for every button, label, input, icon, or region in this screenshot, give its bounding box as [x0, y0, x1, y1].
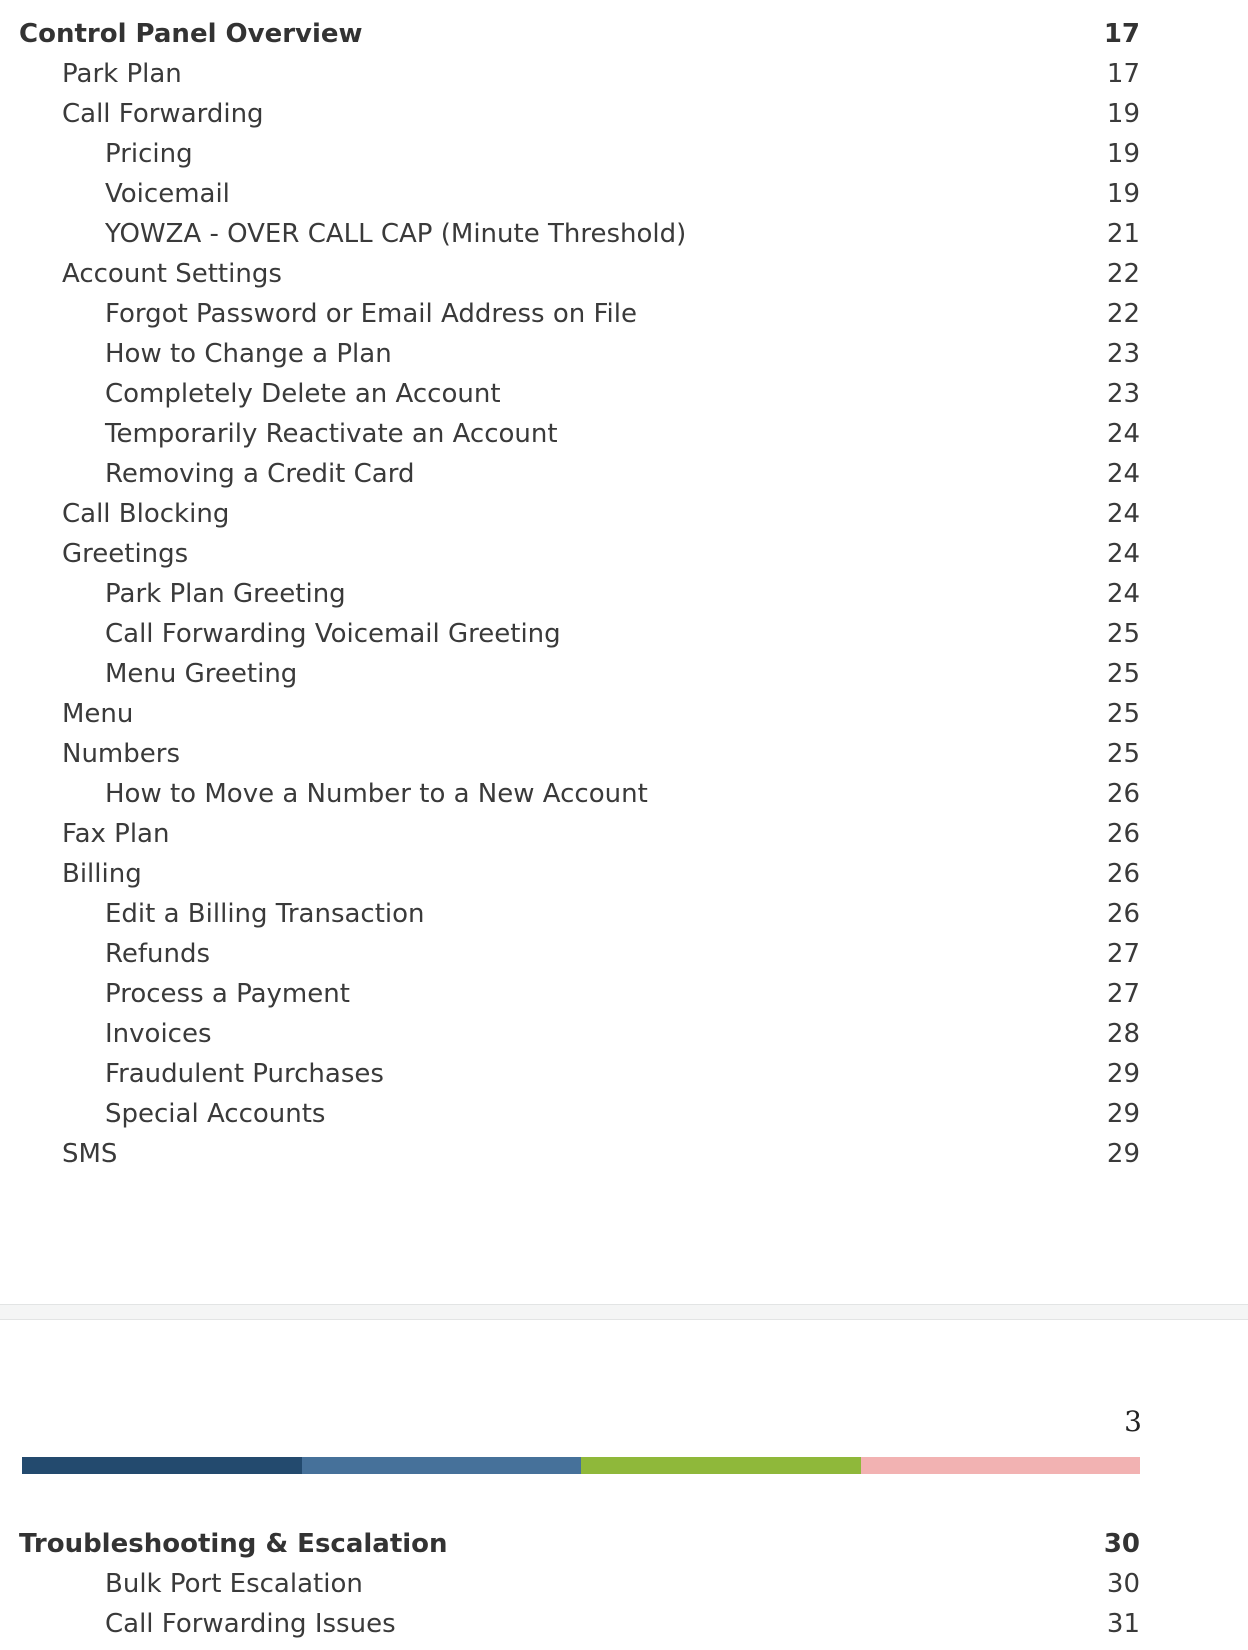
toc-entry[interactable] — [0, 1094, 1160, 1134]
toc-entry[interactable] — [0, 1054, 1160, 1094]
toc-entry-title[interactable]: Call Forwarding Issues — [105, 1609, 396, 1639]
toc-entry-title[interactable]: Menu — [62, 699, 134, 729]
toc-entry-page-number[interactable]: 25 — [1106, 699, 1140, 729]
toc-entry-page-number[interactable]: 25 — [1106, 659, 1140, 689]
toc-entry-page-number[interactable]: 26 — [1106, 899, 1140, 929]
toc-entry[interactable] — [0, 694, 1160, 734]
toc-entry-page-number[interactable]: 23 — [1106, 339, 1140, 369]
toc-entry[interactable] — [0, 814, 1160, 854]
toc-entry[interactable] — [0, 854, 1160, 894]
color-bar-segment — [22, 1457, 302, 1474]
toc-entry-title[interactable]: Temporarily Reactivate an Account — [105, 419, 558, 449]
toc-entry-title[interactable]: Control Panel Overview — [19, 19, 363, 49]
toc-entry-page-number[interactable]: 22 — [1106, 259, 1140, 289]
toc-entry-title[interactable]: SMS — [62, 1139, 118, 1169]
toc-entry-title[interactable]: Park Plan — [62, 59, 182, 89]
toc-entry-page-number[interactable]: 24 — [1106, 419, 1140, 449]
toc-entry-title[interactable]: Voicemail — [105, 179, 230, 209]
toc-entry-title[interactable]: Special Accounts — [105, 1099, 326, 1129]
toc-entry-page-number[interactable]: 30 — [1103, 1529, 1140, 1559]
toc-entry-page-number[interactable]: 27 — [1106, 979, 1140, 1009]
toc-entry-page-number[interactable]: 26 — [1106, 819, 1140, 849]
table-of-contents — [0, 1524, 1160, 1644]
toc-entry[interactable] — [0, 14, 1160, 54]
toc-entry-title[interactable]: Greetings — [62, 539, 189, 569]
toc-entry-page-number[interactable]: 24 — [1106, 459, 1140, 489]
toc-page-lower — [0, 1320, 1248, 1650]
toc-entry-title[interactable]: Call Blocking — [62, 499, 230, 529]
toc-entry-title[interactable]: Forgot Password or Email Address on File — [105, 299, 637, 329]
page-separator — [0, 1304, 1248, 1320]
toc-entry-title[interactable]: Menu Greeting — [105, 659, 298, 689]
color-bar-segment — [861, 1457, 1141, 1474]
toc-entry-title[interactable]: Invoices — [105, 1019, 212, 1049]
toc-entry-title[interactable]: How to Change a Plan — [105, 339, 392, 369]
toc-entry-page-number[interactable]: 25 — [1106, 739, 1140, 769]
toc-entry-page-number[interactable]: 26 — [1106, 859, 1140, 889]
toc-entry[interactable] — [0, 534, 1160, 574]
toc-entry[interactable] — [0, 734, 1160, 774]
toc-entry-page-number[interactable]: 19 — [1106, 179, 1140, 209]
toc-entry-title[interactable]: Bulk Port Escalation — [105, 1569, 363, 1599]
toc-entry-page-number[interactable]: 24 — [1106, 579, 1140, 609]
toc-entry[interactable] — [0, 974, 1160, 1014]
toc-entry-page-number[interactable]: 24 — [1106, 539, 1140, 569]
toc-entry-page-number[interactable]: 19 — [1106, 139, 1140, 169]
toc-entry[interactable] — [0, 214, 1160, 254]
toc-entry-title[interactable]: Edit a Billing Transaction — [105, 899, 425, 929]
toc-entry[interactable] — [0, 614, 1160, 654]
toc-entry-page-number[interactable]: 24 — [1106, 499, 1140, 529]
toc-entry-title[interactable]: Removing a Credit Card — [105, 459, 415, 489]
color-bar-segment — [581, 1457, 861, 1474]
color-bar-segment — [302, 1457, 582, 1474]
toc-entry-title[interactable]: Process a Payment — [105, 979, 350, 1009]
toc-entry-page-number[interactable]: 17 — [1106, 59, 1140, 89]
toc-entry[interactable] — [0, 254, 1160, 294]
toc-entry-page-number[interactable]: 29 — [1106, 1059, 1140, 1089]
toc-entry-title[interactable]: Completely Delete an Account — [105, 379, 501, 409]
toc-entry-page-number[interactable]: 31 — [1106, 1609, 1140, 1639]
toc-entry[interactable] — [0, 1524, 1160, 1564]
toc-entry[interactable] — [0, 54, 1160, 94]
toc-entry-title[interactable]: Troubleshooting & Escalation — [19, 1529, 448, 1559]
page-number: 3 — [1124, 1405, 1142, 1438]
toc-entry[interactable] — [0, 334, 1160, 374]
toc-entry[interactable] — [0, 494, 1160, 534]
toc-entry[interactable] — [0, 174, 1160, 214]
toc-entry-page-number[interactable]: 27 — [1106, 939, 1140, 969]
toc-entry-title[interactable]: Refunds — [105, 939, 211, 969]
toc-entry[interactable] — [0, 1604, 1160, 1644]
toc-entry[interactable] — [0, 774, 1160, 814]
toc-entry-title[interactable]: Fraudulent Purchases — [105, 1059, 384, 1089]
toc-entry[interactable] — [0, 1014, 1160, 1054]
toc-entry-page-number[interactable]: 22 — [1106, 299, 1140, 329]
toc-entry[interactable] — [0, 1134, 1160, 1174]
toc-entry[interactable] — [0, 414, 1160, 454]
toc-entry-title[interactable]: Park Plan Greeting — [105, 579, 346, 609]
toc-entry[interactable] — [0, 934, 1160, 974]
color-bar — [22, 1457, 1140, 1474]
toc-entry[interactable] — [0, 654, 1160, 694]
toc-entry-page-number[interactable]: 29 — [1106, 1139, 1140, 1169]
toc-entry-title[interactable]: How to Move a Number to a New Account — [105, 779, 648, 809]
toc-entry-page-number[interactable]: 21 — [1106, 219, 1140, 249]
toc-entry[interactable] — [0, 134, 1160, 174]
toc-entry-title[interactable]: Billing — [62, 859, 142, 889]
toc-entry[interactable] — [0, 454, 1160, 494]
toc-entry-title[interactable]: Call Forwarding Voicemail Greeting — [105, 619, 561, 649]
toc-entry[interactable] — [0, 894, 1160, 934]
toc-entry[interactable] — [0, 374, 1160, 414]
toc-entry-title[interactable]: Fax Plan — [62, 819, 170, 849]
toc-entry-page-number[interactable]: 23 — [1106, 379, 1140, 409]
toc-entry-page-number[interactable]: 28 — [1106, 1019, 1140, 1049]
toc-entry[interactable] — [0, 1564, 1160, 1604]
toc-entry-page-number[interactable]: 25 — [1106, 619, 1140, 649]
toc-entry[interactable] — [0, 294, 1160, 334]
toc-entry-title[interactable]: Numbers — [62, 739, 180, 769]
table-of-contents — [0, 14, 1160, 1174]
toc-entry-title[interactable]: Pricing — [105, 139, 193, 169]
toc-entry[interactable] — [0, 574, 1160, 614]
toc-entry-page-number[interactable]: 19 — [1106, 99, 1140, 129]
toc-entry-title[interactable]: Account Settings — [62, 259, 282, 289]
toc-entry[interactable] — [0, 94, 1160, 134]
toc-entry-page-number[interactable]: 29 — [1106, 1099, 1140, 1129]
toc-entry-page-number[interactable]: 17 — [1103, 19, 1140, 49]
toc-entry-page-number[interactable]: 30 — [1106, 1569, 1140, 1599]
toc-entry-page-number[interactable]: 26 — [1106, 779, 1140, 809]
toc-entry-title[interactable]: Call Forwarding — [62, 99, 264, 129]
toc-entry-title[interactable]: YOWZA - OVER CALL CAP (Minute Threshold) — [105, 219, 687, 249]
